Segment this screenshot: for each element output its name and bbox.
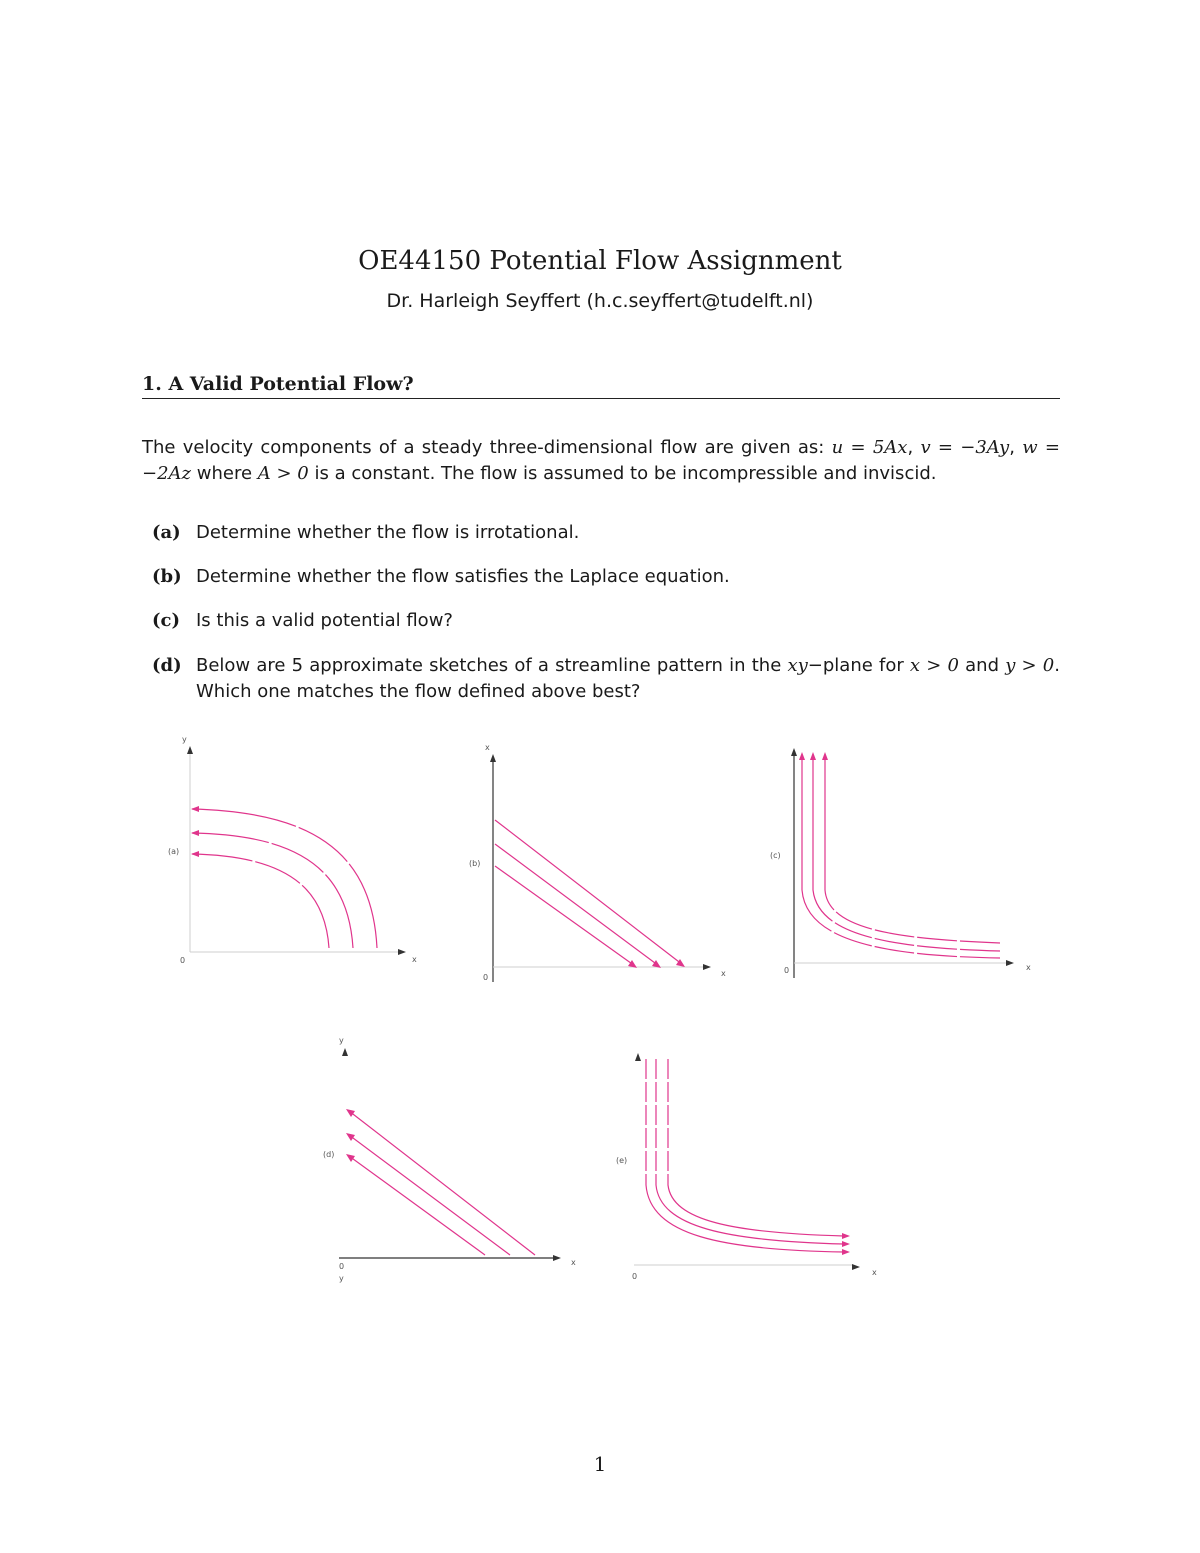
qd-text-1: Below are 5 approximate sketches of a streamline pattern in the bbox=[196, 655, 788, 676]
question-c bbox=[152, 608, 1060, 634]
streamline bbox=[495, 866, 635, 966]
origin-label: 0 bbox=[339, 1262, 345, 1271]
streamline bbox=[495, 820, 683, 965]
sketch-a bbox=[160, 730, 430, 970]
y-axis-arrow bbox=[490, 754, 496, 762]
panel-label: (a) bbox=[168, 847, 180, 856]
question-a bbox=[152, 520, 1060, 546]
question-b bbox=[152, 564, 1060, 590]
intro-text-2: where bbox=[191, 463, 258, 484]
intro-text-3: is a constant. The flow is assumed to be incompressible and inviscid. bbox=[308, 463, 937, 484]
qd-math-x: x > 0 bbox=[909, 655, 959, 676]
streamline-arrow bbox=[822, 752, 828, 760]
document-author: Dr. Harleigh Seyffert (h.c.seyffert@tudelft.nl) bbox=[386, 290, 814, 312]
question-label: (c) bbox=[152, 610, 180, 631]
streamline-arrow bbox=[346, 1154, 355, 1162]
streamline-arrow bbox=[191, 806, 199, 812]
intro-sep-1: , bbox=[907, 437, 921, 458]
y-axis-arrow bbox=[791, 748, 797, 756]
a-condition: A > 0 bbox=[257, 463, 309, 484]
intro-sep-2: , bbox=[1009, 437, 1023, 458]
question-label: (a) bbox=[152, 522, 181, 543]
streamline bbox=[349, 1135, 510, 1255]
question-d bbox=[152, 653, 1060, 705]
x-axis-arrow bbox=[398, 949, 406, 955]
y-axis-arrow bbox=[635, 1053, 641, 1061]
origin-label: 0 bbox=[632, 1272, 638, 1281]
streamline bbox=[192, 854, 329, 948]
document-title: OE44150 Potential Flow Assignment bbox=[358, 246, 842, 276]
origin-label: 0 bbox=[784, 966, 790, 975]
streamline-arrow bbox=[842, 1241, 850, 1247]
origin-sub-label: y bbox=[339, 1274, 344, 1283]
streamline bbox=[813, 758, 1000, 951]
question-label: (b) bbox=[152, 566, 182, 587]
streamline-arrow bbox=[842, 1233, 850, 1239]
streamline bbox=[646, 1059, 844, 1252]
x-axis-label: x bbox=[571, 1258, 576, 1267]
panel-label: (e) bbox=[616, 1156, 628, 1165]
section-heading: 1. A Valid Potential Flow? bbox=[142, 373, 414, 395]
question-text: Determine whether the flow satisfies the Laplace equation. bbox=[196, 566, 730, 587]
qd-math-y: y > 0 bbox=[1005, 655, 1055, 676]
streamline bbox=[802, 758, 1000, 958]
sketch-e bbox=[610, 1045, 890, 1290]
streamline bbox=[349, 1156, 485, 1255]
w-equation: w = −2Az bbox=[142, 437, 1060, 484]
x-axis-arrow bbox=[553, 1255, 561, 1261]
x-axis-label: x bbox=[412, 955, 417, 964]
v-equation: v = −3Ay bbox=[920, 437, 1010, 458]
y-axis-label: x bbox=[485, 743, 490, 752]
problem-statement bbox=[142, 435, 1060, 487]
question-label: (d) bbox=[152, 655, 182, 676]
qd-math-xy: xy bbox=[787, 655, 808, 676]
streamline bbox=[349, 1111, 535, 1255]
qd-text-2: −plane for bbox=[807, 655, 910, 676]
origin-label: 0 bbox=[180, 956, 186, 965]
streamline bbox=[192, 833, 353, 948]
streamline-arrow bbox=[842, 1249, 850, 1255]
x-axis-label: x bbox=[721, 969, 726, 978]
qd-text-4: . Which one matches the flow defined above best? bbox=[196, 655, 1060, 702]
streamline-arrow bbox=[346, 1109, 355, 1117]
streamline-arrow bbox=[191, 830, 199, 836]
x-axis-arrow bbox=[852, 1264, 860, 1270]
streamline bbox=[825, 758, 1000, 943]
panel-label: (c) bbox=[770, 851, 781, 860]
origin-label: 0 bbox=[483, 973, 489, 982]
y-axis-arrow bbox=[342, 1048, 348, 1056]
x-axis-arrow bbox=[1006, 960, 1014, 966]
sketch-b bbox=[465, 740, 745, 985]
streamline-arrow bbox=[346, 1133, 355, 1141]
qd-text-3: and bbox=[958, 655, 1006, 676]
x-axis-label: x bbox=[1026, 963, 1031, 972]
section-rule bbox=[142, 398, 1060, 399]
page-number: 1 bbox=[593, 1452, 607, 1476]
panel-label: (d) bbox=[323, 1150, 335, 1159]
streamline bbox=[495, 844, 659, 966]
y-axis-label: y bbox=[339, 1036, 344, 1045]
u-equation: u = 5Ax bbox=[831, 437, 908, 458]
streamline bbox=[668, 1059, 844, 1236]
question-text: Determine whether the flow is irrotational. bbox=[196, 522, 580, 543]
y-axis-arrow bbox=[187, 746, 193, 754]
streamline bbox=[656, 1059, 844, 1244]
question-text bbox=[196, 653, 1060, 705]
streamline-arrow bbox=[799, 752, 805, 760]
sketch-c bbox=[770, 740, 1040, 980]
panel-label: (b) bbox=[469, 859, 481, 868]
streamline bbox=[192, 809, 377, 948]
question-text: Is this a valid potential flow? bbox=[196, 610, 453, 631]
x-axis-arrow bbox=[703, 964, 711, 970]
intro-text-1: The velocity components of a steady three-dimensional flow are given as: bbox=[142, 437, 832, 458]
x-axis-label: x bbox=[872, 1268, 877, 1277]
y-axis-label: y bbox=[182, 735, 187, 744]
streamline-arrow bbox=[191, 851, 199, 857]
streamline-arrow bbox=[810, 752, 816, 760]
sketch-d bbox=[315, 1035, 585, 1285]
